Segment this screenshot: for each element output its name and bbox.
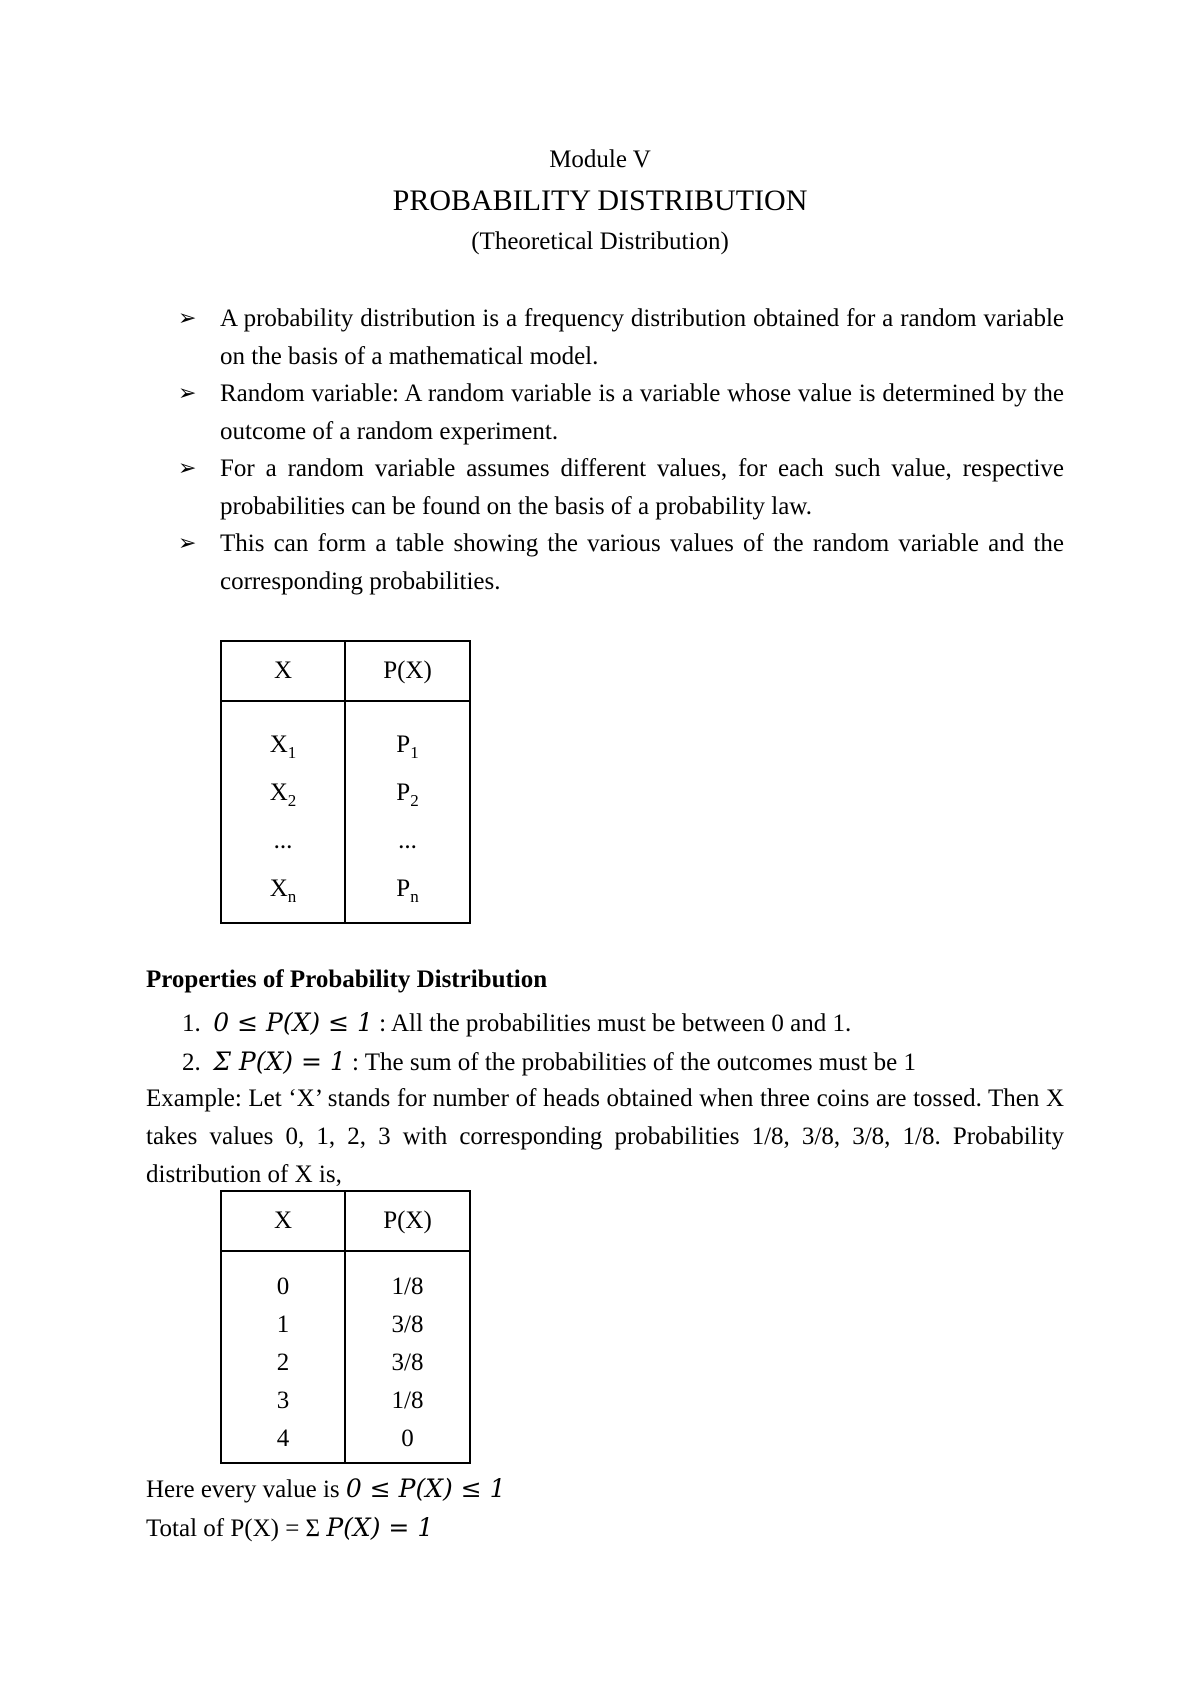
bullet-text: A probability distribution is a frequency distribution obtained for a random variable on the basis of a mathematical model. — [220, 305, 1064, 370]
conclusion-line-2: Total of P(X) = Σ P(X) = 1 — [146, 1513, 434, 1542]
p-value: 3/8 — [391, 1311, 424, 1338]
p-value: 1/8 — [391, 1387, 424, 1414]
bullet-item — [178, 525, 1064, 600]
x-value: $X_2$ — [269, 779, 297, 810]
properties-heading: Properties of Probability Distribution — [146, 966, 548, 993]
table-header-x: X — [221, 1191, 345, 1251]
bullet-text: This can form a table showing the various values of the random variable and the corresponding probabilities. — [220, 530, 1064, 595]
property-text: : The sum of the probabilities of the outcomes must be 1 — [352, 1049, 917, 1076]
coin-toss-distribution-table — [220, 1190, 471, 1464]
x-value: $X_1$ — [269, 731, 297, 762]
property-formula: 0 ≤ P(X) ≤ 1 — [213, 1008, 373, 1037]
x-value: 2 — [276, 1349, 290, 1376]
table-header-x: X — [221, 641, 345, 701]
p-value: $P_2$ — [396, 779, 419, 810]
x-value: 1 — [276, 1311, 290, 1338]
p-value: 0 — [401, 1425, 414, 1452]
general-distribution-table — [220, 640, 471, 924]
conclusion-line-1: Here every value is 0 ≤ P(X) ≤ 1 — [146, 1474, 506, 1503]
bullet-text: Random variable: A random variable is a variable whose value is determined by the outcome of a random experiment. — [220, 380, 1064, 445]
x-value: ... — [273, 827, 293, 854]
arrowhead-bullet-icon: ➢ — [178, 306, 197, 331]
bullet-item — [178, 450, 1064, 525]
x-value: 4 — [276, 1425, 290, 1452]
module-label: Module V — [549, 146, 651, 173]
p-values-cell — [345, 1251, 470, 1463]
page-title: PROBABILITY DISTRIBUTION — [392, 184, 808, 217]
property-formula: Σ P(X) = 1 — [213, 1047, 346, 1076]
conclusion-formula-2: P(X) = 1 — [326, 1513, 434, 1542]
properties-list — [146, 1004, 1064, 1082]
x-value: 3 — [276, 1387, 290, 1414]
table-header-px: P(X) — [345, 641, 470, 701]
property-text: : All the probabilities must be between 0 and 1. — [379, 1010, 852, 1037]
bullet-text: For a random variable assumes different values, for each such value, respective probabilities can be found on the basis of a probability law. — [220, 455, 1064, 520]
x-value: 0 — [276, 1273, 290, 1300]
example-paragraph: Example: Let ‘X’ stands for number of heads obtained when three coins are tossed. Then X takes values 0, 1, 2, 3 with corresponding probabilities 1/8, 3/8, 3/8, 1/8. Probability distribution of X is, — [146, 1085, 1064, 1188]
p-value: $P_1$ — [396, 731, 419, 762]
page-subtitle: (Theoretical Distribution) — [471, 228, 729, 255]
bullet-list — [178, 300, 1064, 600]
property-item: 1. 0 ≤ P(X) ≤ 1 : All the probabilities must be between 0 and 1. — [182, 1008, 852, 1037]
x-values-cell — [221, 1251, 345, 1463]
bullet-item — [178, 300, 1064, 375]
bullet-item — [178, 375, 1064, 450]
p-value: 3/8 — [391, 1349, 424, 1376]
table-header-px: P(X) — [345, 1191, 470, 1251]
x-values-cell — [221, 701, 345, 923]
conclusion-block — [146, 1470, 1064, 1548]
x-value: $X_n$ — [269, 875, 297, 906]
arrowhead-bullet-icon: ➢ — [178, 381, 197, 406]
conclusion-formula-1: 0 ≤ P(X) ≤ 1 — [345, 1474, 506, 1503]
arrowhead-bullet-icon: ➢ — [178, 531, 197, 556]
p-value: 1/8 — [391, 1273, 424, 1300]
arrowhead-bullet-icon: ➢ — [178, 456, 197, 481]
p-values-cell — [345, 701, 470, 923]
p-value: ... — [398, 827, 417, 854]
property-item: 2. Σ P(X) = 1 : The sum of the probabilities of the outcomes must be 1 — [182, 1047, 917, 1076]
p-value: $P_n$ — [396, 875, 419, 906]
